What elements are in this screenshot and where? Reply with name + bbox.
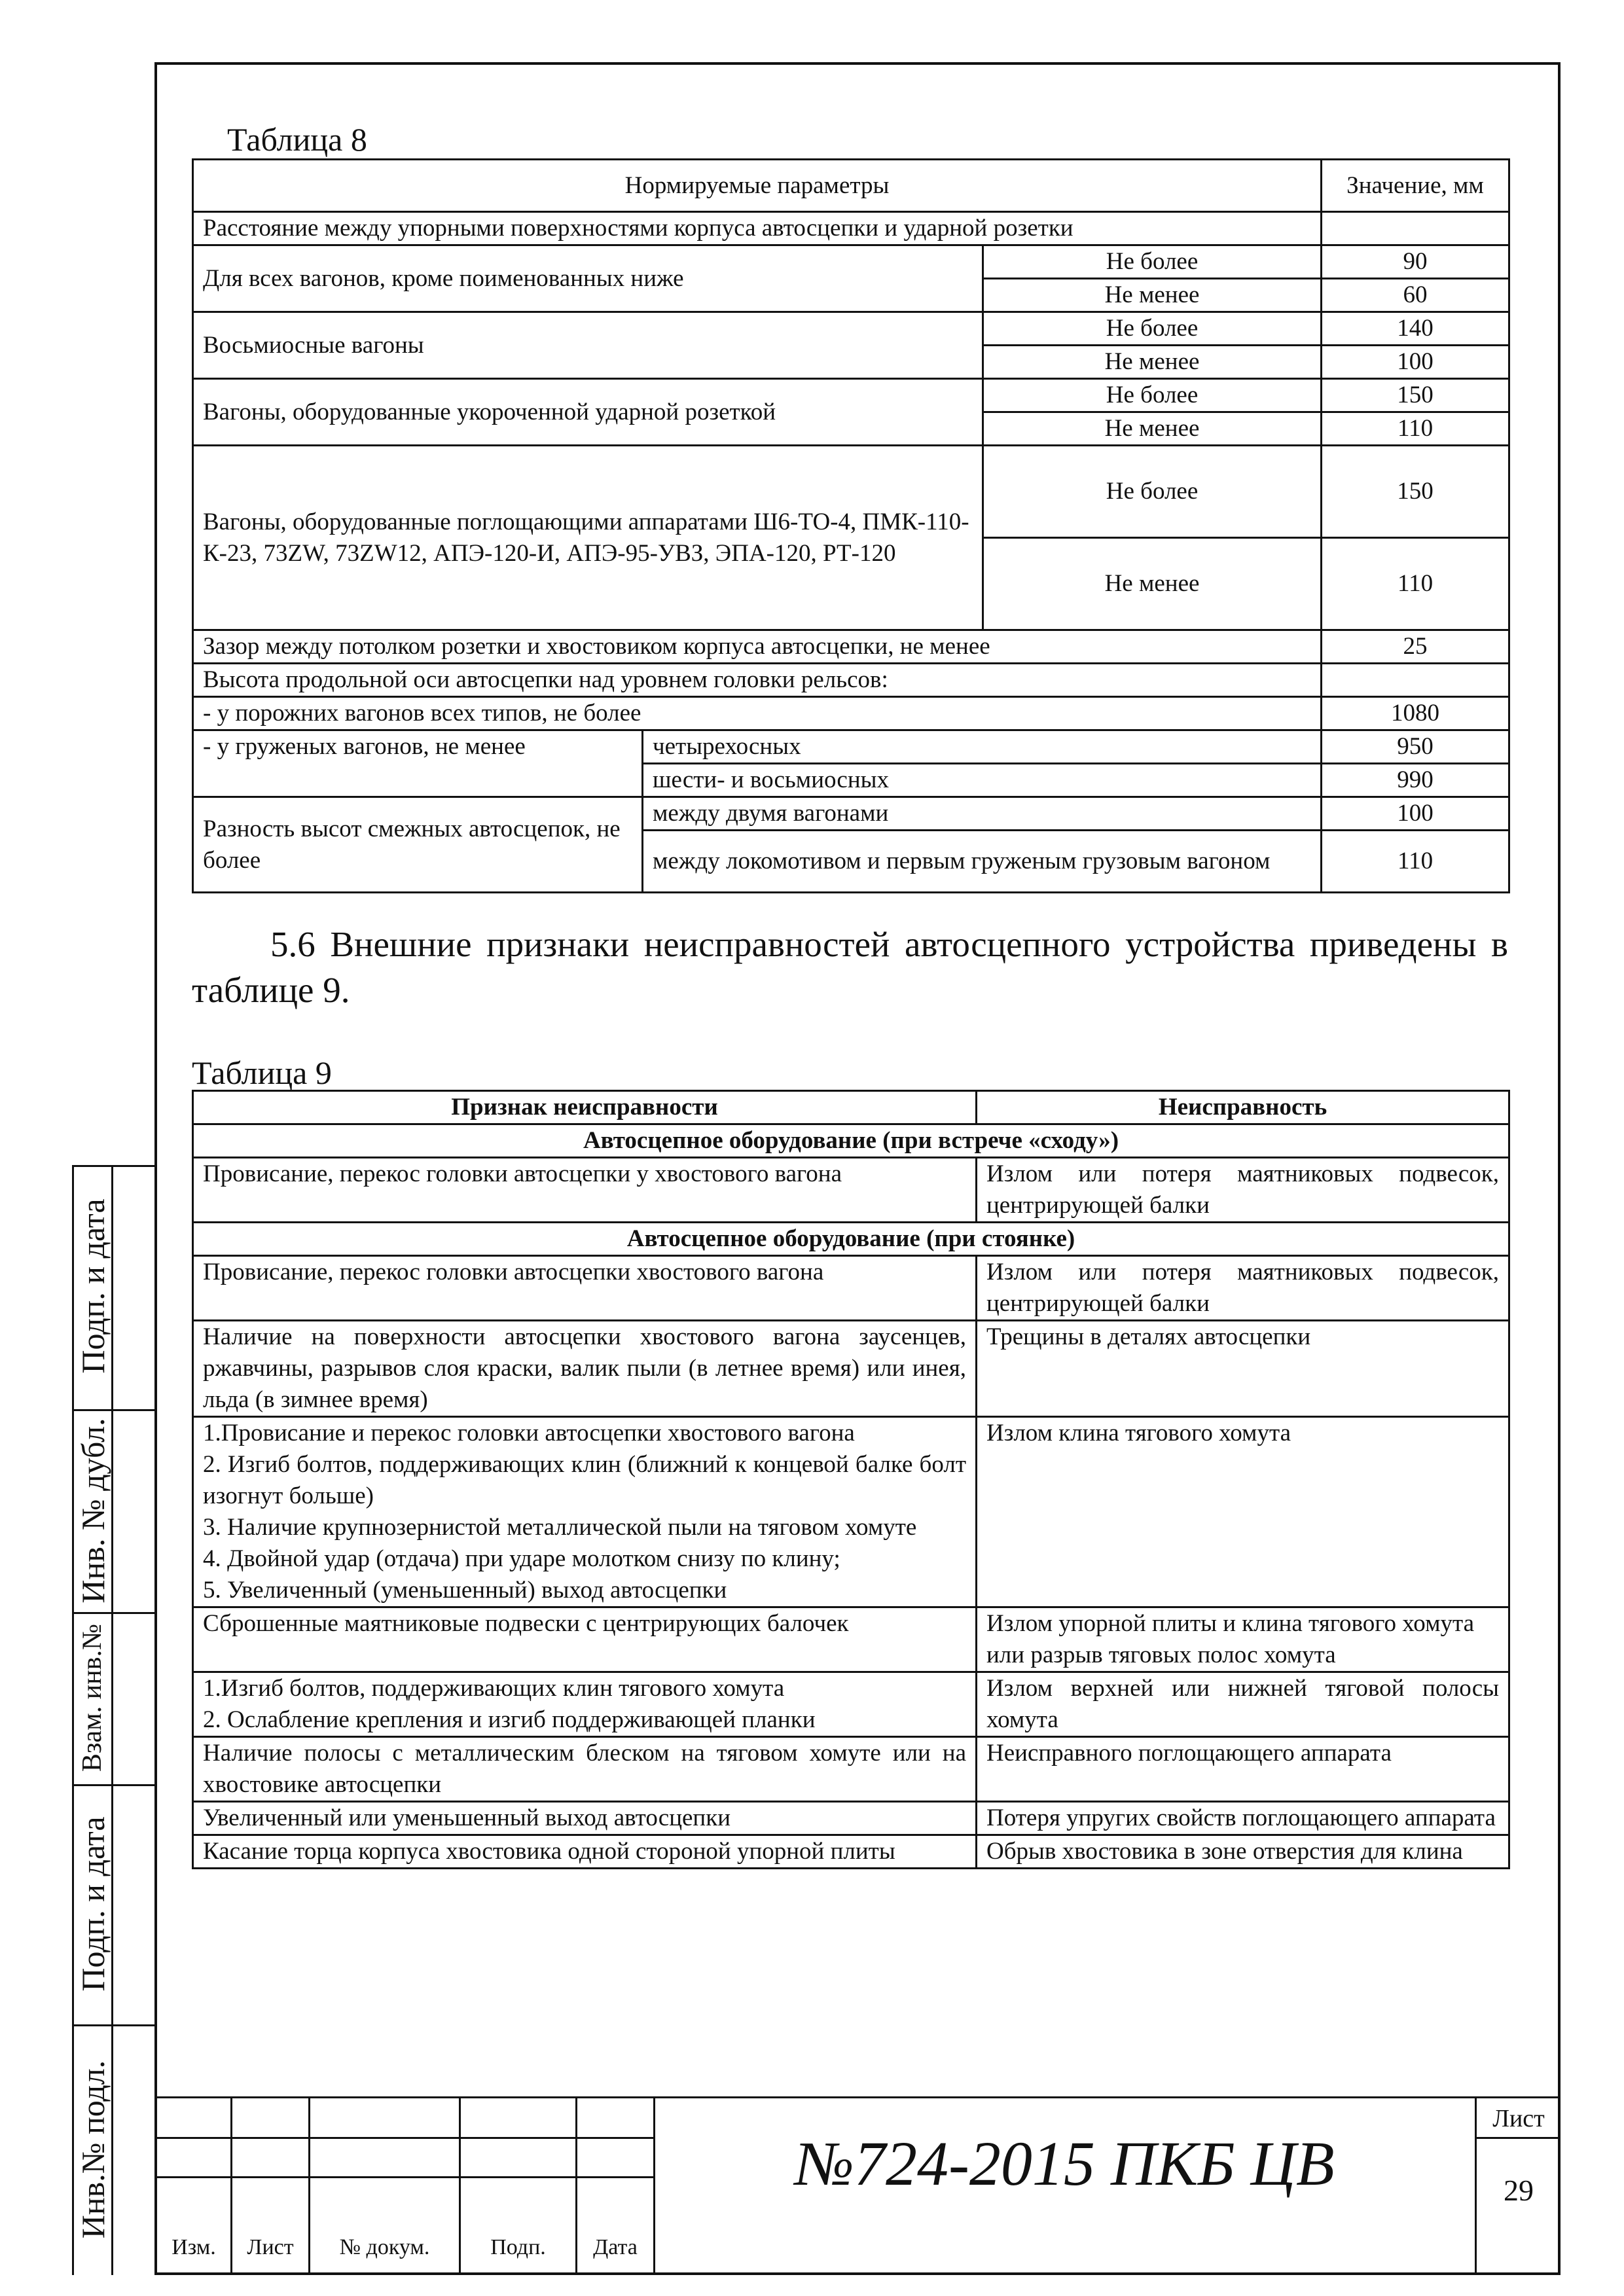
table8-group-label: Для всех вагонов, кроме поименованных ниже (193, 245, 983, 312)
table8-distance-title: Расстояние между упорными поверхностями корпуса автосцепки и ударной розетки (193, 212, 1322, 245)
table8-header-param: Нормируемые параметры (193, 160, 1322, 212)
titleblock-sheet-label: Лист (1492, 2105, 1545, 2132)
table9-row-fault: Излом или потеря маятниковых подвесок, центрирующей балки (977, 1158, 1509, 1223)
table9-row-sign: Наличие на поверхности автосцепки хвостового вагона заусенцев, ржавчины, разрывов слоя краски, валик пыли (в летнее время) или инея, льда (в зимнее время) (193, 1321, 977, 1417)
titleblock-doc-label: № докум. (339, 2235, 430, 2259)
table8-min-value: 60 (1322, 279, 1509, 312)
table9-row-sign-list (193, 1672, 977, 1737)
table8-diff-value: 100 (1322, 797, 1509, 831)
titleblock-data-label: Дата (593, 2235, 638, 2259)
table9-row-sign: Наличие полосы с металлическим блеском на тяговом хомуте или на хвостовике автосцепки (193, 1737, 977, 1802)
table8-diff-value: 110 (1322, 831, 1509, 893)
titleblock-izm-label: Изм. (171, 2235, 216, 2259)
table9-header-fault: Неисправность (977, 1091, 1509, 1124)
table9-caption: Таблица 9 (192, 1054, 332, 1091)
titleblock-row-line (154, 2137, 655, 2139)
table8-max-value: 140 (1322, 312, 1509, 346)
table8-header-value: Значение, мм (1322, 160, 1509, 212)
table8 (192, 158, 1510, 893)
table8-max-label: Не более (983, 379, 1322, 412)
stamp-inner-divider (111, 1165, 113, 2275)
table8-diff-label: Разность высот смежных автосцепок, не более (193, 797, 643, 893)
stamp-podp-data-2: Подп. и дата (75, 1816, 111, 1992)
table8-height-value-empty (1322, 664, 1509, 697)
table8-height-title: Высота продольной оси автосцепки над уровнем головки рельсов: (193, 664, 1322, 697)
table9-row-sign: Провисание, перекос головки автосцепки у хвостового вагона (193, 1158, 977, 1223)
document-number: №724-2015 ПКБ ЦВ (795, 2128, 1335, 2198)
table9-header-sign: Признак неисправности (193, 1091, 977, 1124)
table9-row-fault: Трещины в деталях автосцепки (977, 1321, 1509, 1417)
paragraph-5-6: 5.6 Внешние признаки неисправностей автосцепного устройства приведены в таблице 9. (192, 924, 1508, 1010)
table9-group-title: Автосцепное оборудование (при стоянке) (193, 1223, 1509, 1256)
table8-loaded-type: четырехосных (643, 730, 1322, 764)
table8-gap-label: Зазор между потолком розетки и хвостовиком корпуса автосцепки, не менее (193, 630, 1322, 664)
stamp-inv-dubl: Инв. № дубл. (75, 1418, 111, 1604)
table8-max-value: 150 (1322, 379, 1509, 412)
table9-row-sign: Касание торца корпуса хвостовика одной стороной упорной плиты (193, 1835, 977, 1869)
table8-min-value: 110 (1322, 412, 1509, 446)
table9-row-sign: Увеличенный или уменьшенный выход автосцепки (193, 1802, 977, 1835)
stamp-vzam-inv: Взам. инв.№ (77, 1623, 107, 1772)
table9-row-sign: Провисание, перекос головки автосцепки хвостового вагона (193, 1256, 977, 1321)
table8-distance-value-empty (1322, 212, 1509, 245)
table8-loaded-type: шести- и восьмиосных (643, 764, 1322, 797)
titleblock-list-label: Лист (247, 2235, 294, 2259)
table9-row-sign: Сброшенные маятниковые подвески с центрирующих балочек (193, 1607, 977, 1672)
titleblock-sheet-line (1475, 2137, 1561, 2139)
table9-sign-line: 2. Изгиб болтов, поддерживающих клин (ближний к концевой балке болт изогнут больше) (203, 1451, 966, 1509)
table9-sign-line: 3. Наличие крупнозернистой металлической пыли на тяговом хомуте (203, 1514, 917, 1541)
table8-min-label: Не менее (983, 412, 1322, 446)
table8-diff-type: между двумя вагонами (643, 797, 1322, 831)
table8-max-label: Не более (983, 446, 1322, 538)
table8-max-label: Не более (983, 245, 1322, 279)
table8-min-label: Не менее (983, 279, 1322, 312)
table8-empty-value: 1080 (1322, 697, 1509, 730)
stamp-podp-data-1: Подп. и дата (75, 1198, 111, 1374)
table8-group-label: Вагоны, оборудованные укороченной ударной розеткой (193, 379, 983, 446)
table8-gap-value: 25 (1322, 630, 1509, 664)
table8-min-value: 100 (1322, 346, 1509, 379)
page-number: 29 (1504, 2174, 1534, 2207)
table9-sign-line: 1.Изгиб болтов, поддерживающих клин тягового хомута (203, 1675, 785, 1702)
table9-row-fault: Излом верхней или нижней тяговой полосы хомута (977, 1672, 1509, 1737)
table9-row-fault: Обрыв хвостовика в зоне отверстия для клина (977, 1835, 1509, 1869)
table8-min-value: 110 (1322, 538, 1509, 630)
table9-row-fault: Излом клина тягового хомута (977, 1417, 1509, 1607)
table8-group-label: Вагоны, оборудованные поглощающими аппаратами Ш6-ТО-4, ПМК-110-К-23, 73ZW, 73ZW12, АПЭ-120-И, АПЭ-95-УВЗ, ЭПА-120, РТ-120 (193, 446, 983, 630)
table8-empty-label: - у порожних вагонов всех типов, не более (193, 697, 1322, 730)
table8-loaded-label: - у груженых вагонов, не менее (193, 730, 643, 797)
table9-sign-line: 5. Увеличенный (уменьшенный) выход автосцепки (203, 1577, 727, 1604)
table9-sign-line: 1.Провисание и перекос головки автосцепки хвостового вагона (203, 1420, 855, 1446)
table9-row-sign-list (193, 1417, 977, 1607)
table8-group-label: Восьмиосные вагоны (193, 312, 983, 379)
table9-sign-line: 2. Ослабление крепления и изгиб поддерживающей планки (203, 1706, 816, 1733)
table9-row-fault: Потеря упругих свойств поглощающего аппарата (977, 1802, 1509, 1835)
table9 (192, 1090, 1510, 1869)
table8-max-value: 90 (1322, 245, 1509, 279)
table8-caption: Таблица 8 (227, 121, 367, 158)
table8-min-label: Не менее (983, 538, 1322, 630)
table9-row-fault: Излом или потеря маятниковых подвесок, центрирующей балки (977, 1256, 1509, 1321)
titleblock-top-line (154, 2096, 1561, 2098)
table9-row-fault: Излом упорной плиты и клина тягового хомута или разрыв тяговых полос хомута (977, 1607, 1509, 1672)
table8-diff-type: между локомотивом и первым груженым грузовым вагоном (643, 831, 1322, 893)
table8-max-value: 150 (1322, 446, 1509, 538)
stamp-inv-podl: Инв.№ подл. (75, 2060, 111, 2239)
table9-row-fault: Неисправного поглощающего аппарата (977, 1737, 1509, 1802)
table9-group-title: Автосцепное оборудование (при встрече «сходу») (193, 1124, 1509, 1158)
titleblock-row-line (154, 2176, 655, 2178)
table9-sign-line: 4. Двойной удар (отдача) при ударе молотком снизу по клину; (203, 1545, 840, 1572)
titleblock-podp-label: Подп. (490, 2235, 546, 2259)
table8-max-label: Не более (983, 312, 1322, 346)
table8-loaded-value: 990 (1322, 764, 1509, 797)
stamp-outer-left (72, 1165, 74, 2275)
table8-min-label: Не менее (983, 346, 1322, 379)
table8-loaded-value: 950 (1322, 730, 1509, 764)
